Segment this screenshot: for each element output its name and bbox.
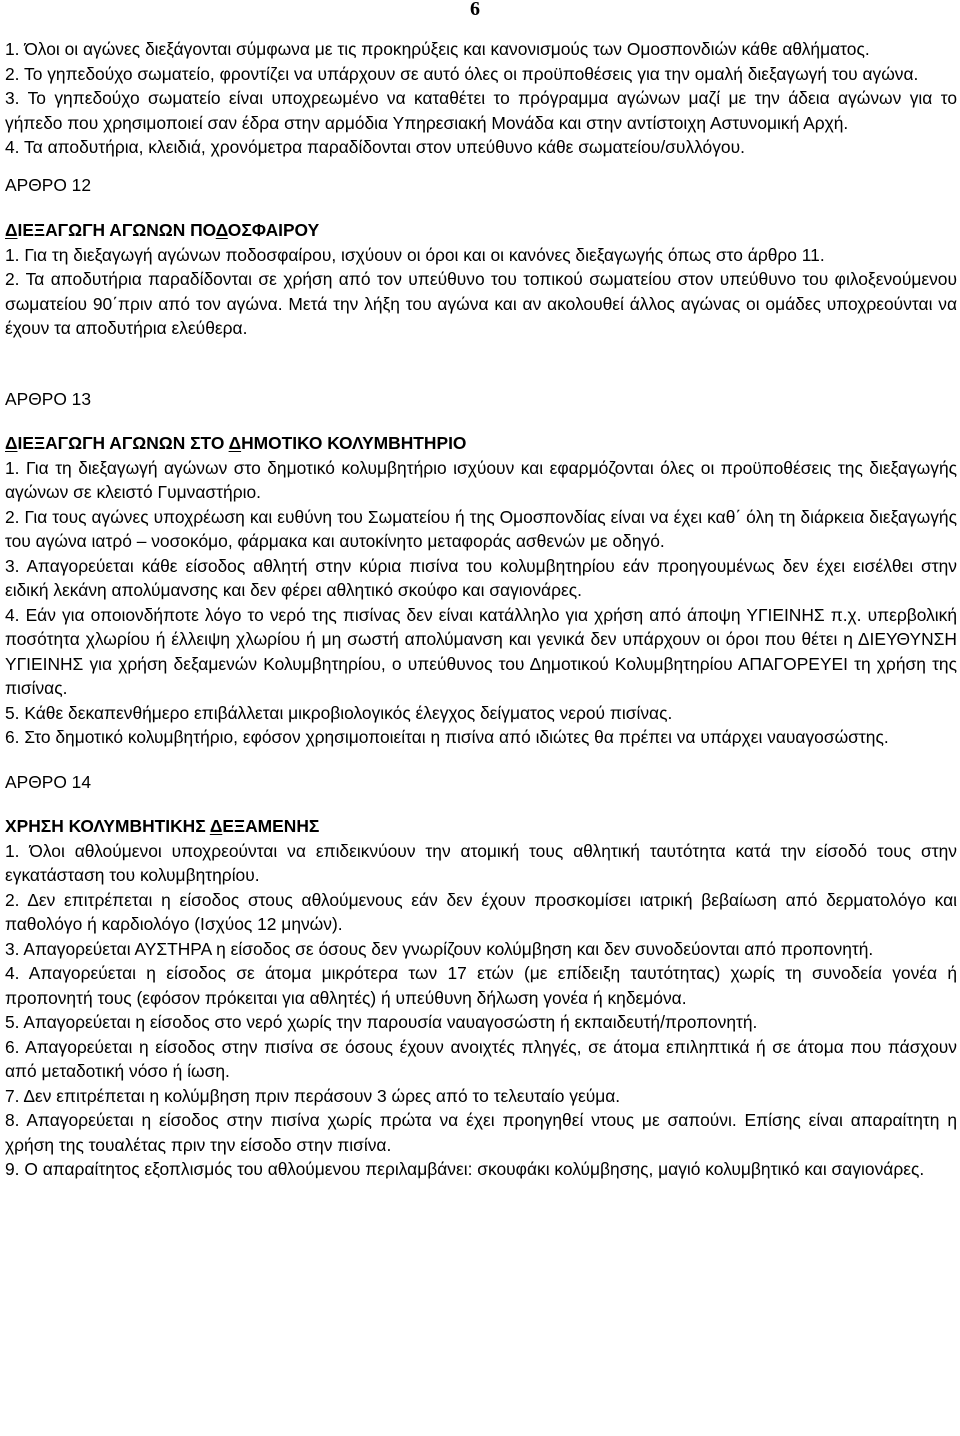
list-item: 2. Τα αποδυτήρια παραδίδονται σε χρήση από τον υπεύθυνο του τοπικού σωματείου στον υπεύθυνο του φιλοξενούμενου σωματείου 90΄πριν από τον αγώνα. Μετά την λήξη του αγώνα και αν ακολουθεί άλλος αγώνας οι ομάδες υποχρεούνται να έχουν τα αποδυτήρια ελεύθερα.: [5, 269, 957, 338]
list-item: 3. Απαγορεύεται ΑΥΣΤΗΡΑ η είσοδος σε όσους δεν γνωρίζουν κολύμβηση και δεν συνοδεύονται από προπονητή.: [5, 938, 874, 959]
list-item: 2. Δεν επιτρέπεται η είσοδος στους αθλούμενους εάν δεν έχουν προσκομίσει ιατρική βεβαίωση από δερματολόγο και παθολόγο ή καρδιολόγο (Ισχύος 12 μηνών).: [5, 889, 957, 934]
article-12-title: ΔΙΕΞΑΓΩΓΗ ΑΓΩΝΩΝ ΠΟΔΟΣΦΑΙΡΟΥ: [5, 220, 320, 240]
list-item: 4. Απαγορεύεται η είσοδος σε άτομα μικρότερα των 17 ετών (με επίδειξη ταυτότητας) χωρίς τη συνοδεία γονέα ή προπονητή τους (εφόσον πρόκειται για αθλητές) ή υπεύθυνη δήλωση γονέα ή κηδεμόνα.: [5, 963, 957, 1008]
article-13-label: ΑΡΘΡΟ 13: [5, 388, 92, 409]
list-item: 3. Το γηπεδούχο σωματείο είναι υποχρεωμένο να καταθέτει το πρόγραμμα αγώνων μαζί με την άδεια αγώνων για το γήπεδο που χρησιμοποιεί σαν έδρα στην αρμόδια Υπηρεσιακή Μονάδα και στην αντίστοιχη Αστυνομική Αρχή.: [5, 88, 957, 133]
list-item: 4. Εάν για οποιονδήποτε λόγο το νερό της πισίνας δεν είναι κατάλληλο για χρήση από άποψη ΥΓΙΕΙΝΗΣ π.χ. υπερβολική ποσότητα χλωρίου ή έλλειψη χλωρίου ή μη σωστή απολύμανση και γενικά δεν υπάρχουν οι όροι που θέτει η ΔΙΕΥΘΥΝΣΗ ΥΓΙΕΙΝΗΣ για χρήση δεξαμενών Κολυμβητηρίου, ο υπεύθυνος του Δημοτικού Κολυμβητηρίου ΑΠΑΓΟΡΕΥΕΙ τη χρήση της πισίνας.: [5, 604, 957, 698]
list-item: 2. Για τους αγώνες υποχρέωση και ευθύνη του Σωματείου ή της Ομοσπονδίας είναι να έχει καθ΄ όλη τη διάρκεια διεξαγωγής του αγώνα ιατρό – νοσοκόμο, φάρμακα και αυτοκίνητο μεταφοράς ασθενών με οδηγό.: [5, 506, 957, 551]
article-12-label: ΑΡΘΡΟ 12: [5, 174, 92, 195]
list-item: 8. Απαγορεύεται η είσοδος στην πισίνα χωρίς πρώτα να έχει προηγηθεί ντους με σαπούνι. Επίσης είναι απαραίτητη η χρήση της τουαλέτας πριν την είσοδο στην πισίνα.: [5, 1110, 957, 1155]
list-item: 1. Όλοι οι αγώνες διεξάγονται σύμφωνα με τις προκηρύξεις και κανονισμούς των Ομοσπονδιών κάθε αθλήματος.: [5, 39, 870, 59]
list-item: 1. Για τη διεξαγωγή αγώνων ποδοσφαίρου, ισχύουν οι όροι και οι κανόνες διεξαγωγής όπως στο άρθρο 11.: [5, 244, 825, 265]
list-item: 5. Κάθε δεκαπενθήμερο επιβάλλεται μικροβιολογικός έλεγχος δείγματος νερού πισίνας.: [5, 702, 673, 723]
article-14-label: ΑΡΘΡΟ 14: [5, 771, 92, 792]
list-item: 7. Δεν επιτρέπεται η κολύμβηση πριν περάσουν 3 ώρες από το τελευταίο γεύμα.: [5, 1085, 621, 1106]
list-item: 9. Ο απαραίτητος εξοπλισμός του αθλούμενου περιλαμβάνει: σκουφάκι κολύμβησης, μαγιό κολυμβητικό και σαγιονάρες.: [5, 1159, 925, 1179]
list-item: 4. Τα αποδυτήρια, κλειδιά, χρονόμετρα παραδίδονται στον υπεύθυνο κάθε σωματείου/συλλόγου.: [5, 137, 745, 157]
list-item: 6. Στο δημοτικό κολυμβητήριο, εφόσον χρησιμοποιείται η πισίνα από ιδιώτες θα πρέπει να υπάρχει ναυαγοσώστης.: [5, 727, 889, 747]
article-13-title: ΔΙΕΞΑΓΩΓΗ ΑΓΩΝΩΝ ΣΤΟ ΔΗΜΟΤΙΚΟ ΚΟΛΥΜΒΗΤΗΡΙΟ: [5, 433, 467, 453]
list-item: 3. Απαγορεύεται κάθε είσοδος αθλητή στην κύρια πισίνα του κολυμβητηρίου εάν προηγουμένως δεν έχει εισέλθει στην ειδική λεκάνη απολύμανσης και δεν φέρει αθλητικό σκούφο και σαγιονάρες.: [5, 555, 957, 600]
list-item: 5. Απαγορεύεται η είσοδος στο νερό χωρίς την παρουσία ναυαγοσώστη ή εκπαιδευτή/προπονητή.: [5, 1012, 758, 1032]
list-item: 1. Όλοι αθλούμενοι υποχρεούνται να επιδεικνύουν την ατομική τους αθλητική ταυτότητα κατά την είσοδό τους στην εγκατάσταση του κολυμβητηρίου.: [5, 840, 957, 885]
article-14-title: ΧΡΗΣΗ ΚΟΛΥΜΒΗΤΙΚΗΣ ΔΕΞΑΜΕΝΗΣ: [5, 816, 320, 836]
list-item: 1. Για τη διεξαγωγή αγώνων στο δημοτικό κολυμβητήριο ισχύουν και εφαρμόζονται όλες οι προϋποθέσεις της διεξαγωγής αγώνων σε κλειστό Γυμναστήριο.: [5, 457, 957, 502]
page-number: 6: [470, 0, 480, 20]
list-item: 2. Το γηπεδούχο σωματείο, φροντίζει να υπάρχουν σε αυτό όλες οι προϋποθέσεις για την ομαλή διεξαγωγή του αγώνα.: [5, 63, 919, 84]
document-body: [5, 37, 957, 1182]
list-item: 6. Απαγορεύεται η είσοδος στην πισίνα σε όσους έχουν ανοιχτές πληγές, σε άτομα επιληπτικά ή σε άτομα που πάσχουν από μεταδοτική νόσο ή ίωση.: [5, 1036, 957, 1081]
